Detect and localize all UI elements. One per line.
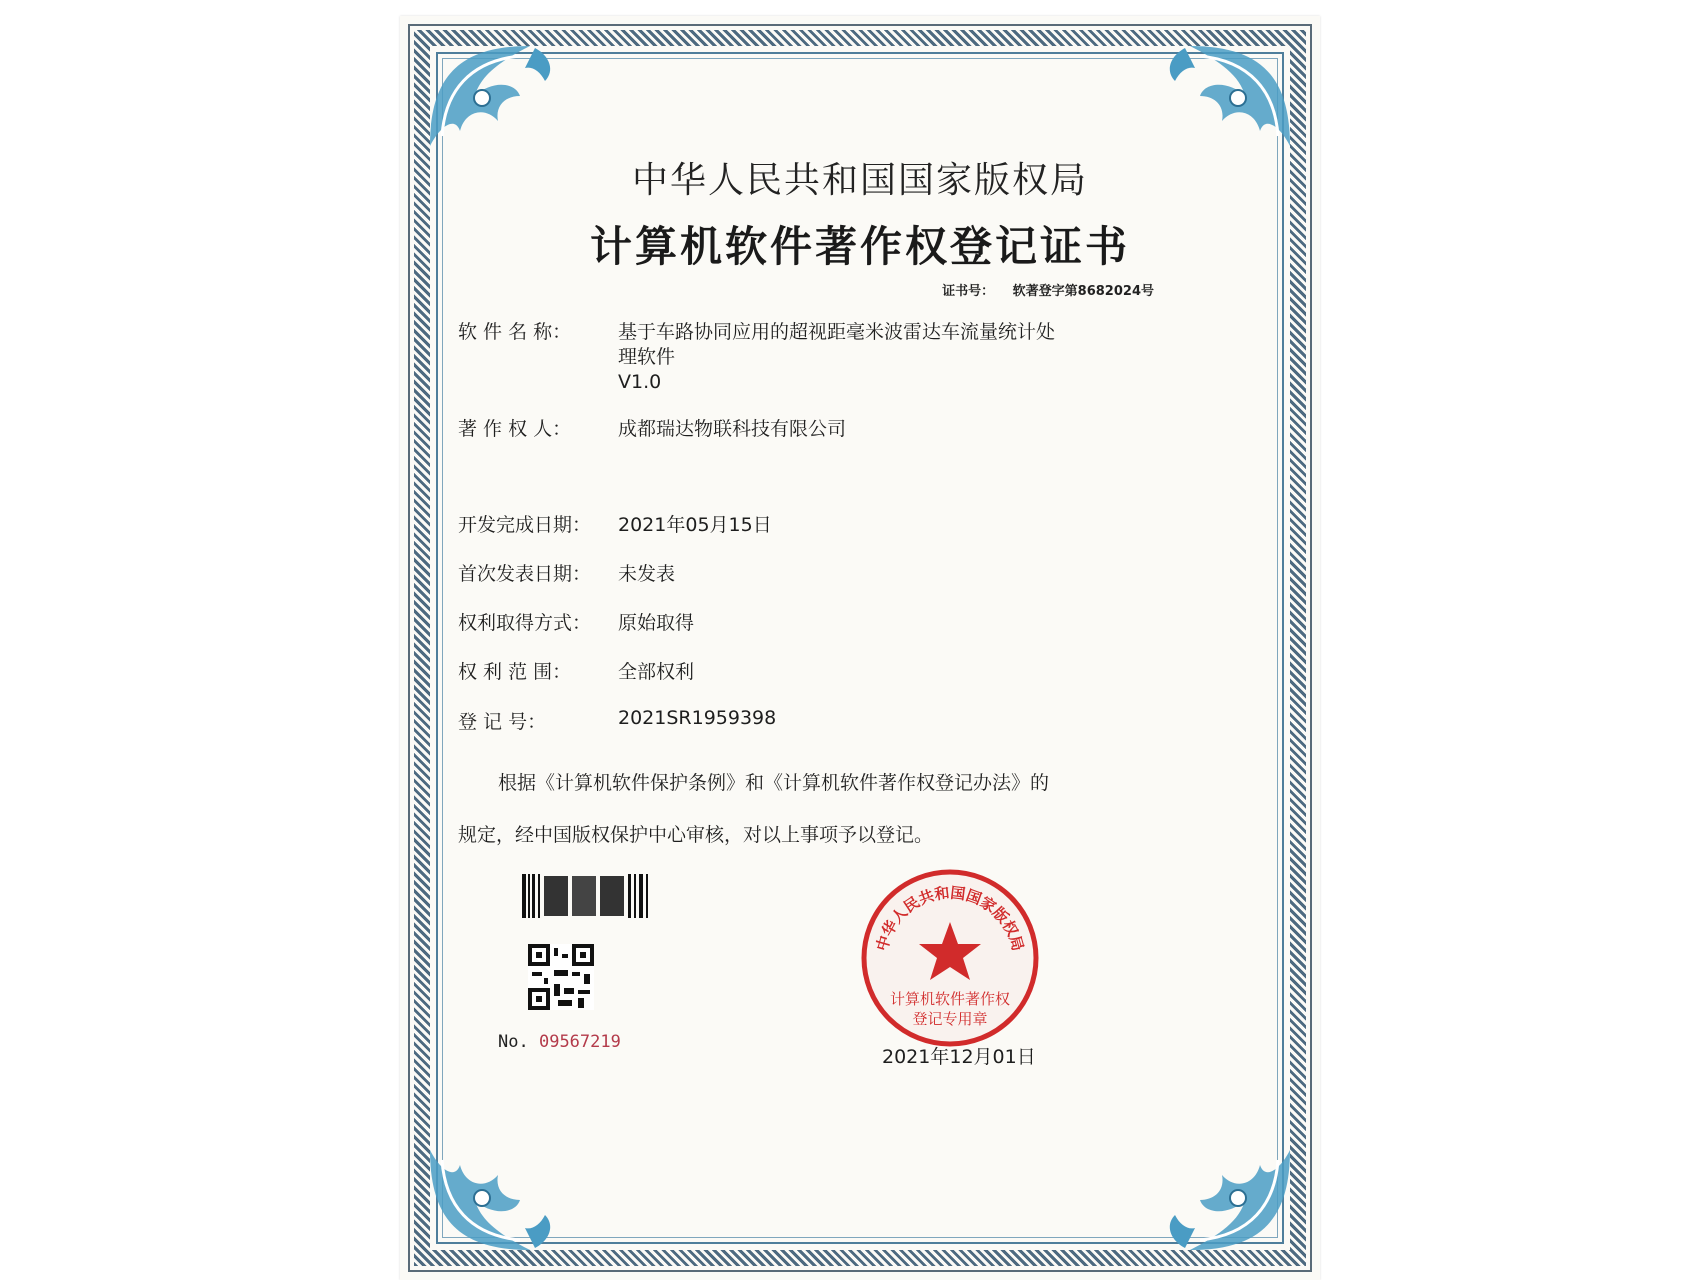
- certificate: [400, 16, 1320, 1280]
- software-name-version: V1.0: [618, 371, 662, 393]
- corner-ornament-icon: [420, 36, 570, 156]
- serial-prefix: No.: [498, 1032, 529, 1052]
- scope-label: 权 利 范 围：: [458, 661, 572, 683]
- corner-ornament-icon: [1150, 1140, 1300, 1260]
- certificate-number-label: 证书号：: [942, 284, 995, 299]
- registration-label: 登 记 号：: [458, 711, 547, 733]
- official-seal: [858, 866, 1042, 1050]
- statement-line1: 根据《计算机软件保护条例》和《计算机软件著作权登记办法》的: [498, 772, 1050, 794]
- certificate-number-value: 软著登字第8682024号: [1012, 284, 1154, 299]
- owner-value: 成都瑞达物联科技有限公司: [618, 418, 847, 440]
- software-name-line2: 理软件: [618, 346, 676, 368]
- corner-ornament-icon: [420, 1140, 570, 1260]
- scope-value: 全部权利: [618, 661, 695, 683]
- software-name-value: [618, 320, 1055, 395]
- issuer-title: 中华人民共和国国家版权局: [631, 160, 1088, 201]
- barcode-icon: [522, 874, 652, 918]
- qr-code-icon: [528, 944, 594, 1010]
- serial-value: 09567219: [538, 1032, 621, 1052]
- statement-line2: 规定，经中国版权保护中心审核，对以上事项予以登记。: [458, 824, 934, 846]
- dev-date-value: 2021年05月15日: [618, 514, 772, 536]
- registration-value: 2021SR1959398: [618, 707, 777, 729]
- issue-date: 2021年12月01日: [882, 1046, 1036, 1068]
- seal-arc-text: 中华人民共和国国家版权局: [872, 883, 1028, 953]
- software-name-label: 软 件 名 称：: [458, 321, 572, 343]
- certificate-title: 计算机软件著作权登记证书: [589, 222, 1130, 271]
- seal-line2: 登记专用章: [912, 1010, 988, 1028]
- acquisition-value: 原始取得: [618, 612, 695, 634]
- acquisition-label: 权利取得方式：: [458, 612, 592, 634]
- certificate-number: [942, 280, 1154, 299]
- corner-ornament-icon: [1150, 36, 1300, 156]
- pub-date-value: 未发表: [618, 563, 676, 585]
- seal-line1: 计算机软件著作权: [889, 990, 1011, 1008]
- owner-label: 著 作 权 人：: [458, 418, 572, 440]
- software-name-line1: 基于车路协同应用的超视距毫米波雷达车流量统计处: [618, 321, 1056, 343]
- dev-date-label: 开发完成日期：: [458, 514, 592, 536]
- serial-number: [498, 1032, 621, 1052]
- pub-date-label: 首次发表日期：: [458, 563, 592, 585]
